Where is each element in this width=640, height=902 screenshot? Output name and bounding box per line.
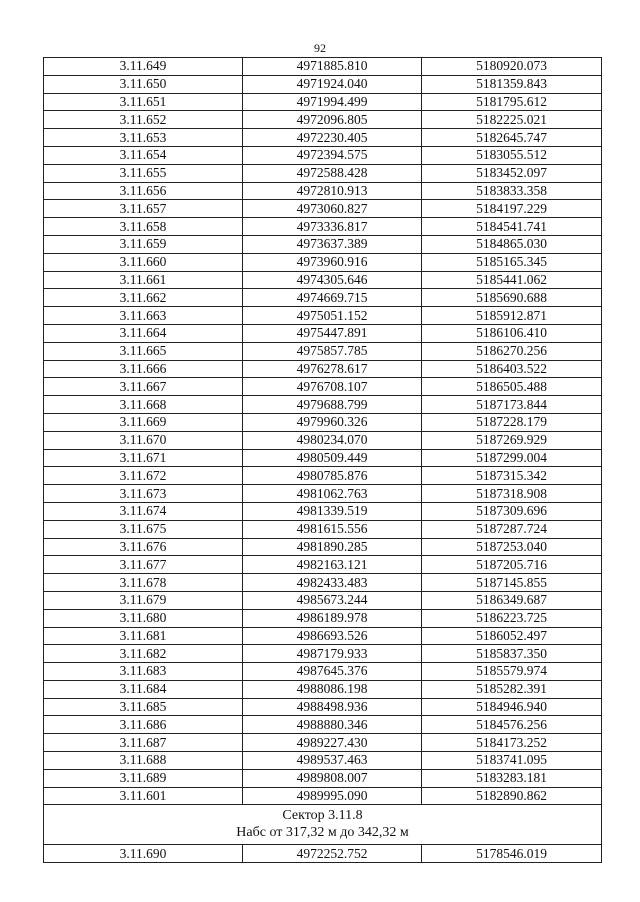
y-coordinate-cell: 5187269.929	[422, 431, 602, 449]
table-row	[44, 129, 602, 147]
y-coordinate-cell: 5184197.229	[422, 200, 602, 218]
table-row	[44, 716, 602, 734]
point-id-cell: 3.11.657	[44, 200, 243, 218]
point-id-cell: 3.11.678	[44, 574, 243, 592]
x-coordinate-cell: 4988086.198	[243, 680, 422, 698]
table-row	[44, 271, 602, 289]
x-coordinate-cell: 4988880.346	[243, 716, 422, 734]
y-coordinate-cell: 5183452.097	[422, 164, 602, 182]
y-coordinate-cell: 5182890.862	[422, 787, 602, 805]
table-row	[44, 342, 602, 360]
y-coordinate-cell: 5178546.019	[422, 845, 602, 863]
table-row	[44, 413, 602, 431]
x-coordinate-cell: 4972096.805	[243, 111, 422, 129]
table-row	[44, 734, 602, 752]
x-coordinate-cell: 4973960.916	[243, 253, 422, 271]
point-id-cell: 3.11.650	[44, 75, 243, 93]
x-coordinate-cell: 4975857.785	[243, 342, 422, 360]
y-coordinate-cell: 5185282.391	[422, 680, 602, 698]
point-id-cell: 3.11.663	[44, 307, 243, 325]
x-coordinate-cell: 4986693.526	[243, 627, 422, 645]
x-coordinate-cell: 4976278.617	[243, 360, 422, 378]
x-coordinate-cell: 4981339.519	[243, 502, 422, 520]
x-coordinate-cell: 4988498.936	[243, 698, 422, 716]
table-row	[44, 396, 602, 414]
point-id-cell: 3.11.664	[44, 324, 243, 342]
x-coordinate-cell: 4980785.876	[243, 467, 422, 485]
x-coordinate-cell: 4976708.107	[243, 378, 422, 396]
y-coordinate-cell: 5187145.855	[422, 574, 602, 592]
point-id-cell: 3.11.688	[44, 752, 243, 770]
table-row	[44, 182, 602, 200]
y-coordinate-cell: 5187228.179	[422, 413, 602, 431]
sector-header	[44, 805, 602, 845]
y-coordinate-cell: 5184173.252	[422, 734, 602, 752]
point-id-cell: 3.11.684	[44, 680, 243, 698]
point-id-cell: 3.11.649	[44, 58, 243, 76]
point-id-cell: 3.11.669	[44, 413, 243, 431]
point-id-cell: 3.11.670	[44, 431, 243, 449]
table-row	[44, 164, 602, 182]
table-row	[44, 787, 602, 805]
table-row	[44, 645, 602, 663]
point-id-cell: 3.11.666	[44, 360, 243, 378]
table-row	[44, 360, 602, 378]
point-id-cell: 3.11.655	[44, 164, 243, 182]
table-row	[44, 574, 602, 592]
point-id-cell: 3.11.690	[44, 845, 243, 863]
x-coordinate-cell: 4981890.285	[243, 538, 422, 556]
table-row	[44, 698, 602, 716]
x-coordinate-cell: 4989227.430	[243, 734, 422, 752]
point-id-cell: 3.11.662	[44, 289, 243, 307]
point-id-cell: 3.11.601	[44, 787, 243, 805]
point-id-cell: 3.11.667	[44, 378, 243, 396]
table-row	[44, 431, 602, 449]
y-coordinate-cell: 5183055.512	[422, 146, 602, 164]
point-id-cell: 3.11.683	[44, 663, 243, 681]
point-id-cell: 3.11.679	[44, 591, 243, 609]
point-id-cell: 3.11.651	[44, 93, 243, 111]
y-coordinate-cell: 5184946.940	[422, 698, 602, 716]
table-row	[44, 200, 602, 218]
table-row	[44, 538, 602, 556]
point-id-cell: 3.11.689	[44, 769, 243, 787]
y-coordinate-cell: 5184576.256	[422, 716, 602, 734]
point-id-cell: 3.11.659	[44, 235, 243, 253]
x-coordinate-cell: 4972252.752	[243, 845, 422, 863]
y-coordinate-cell: 5185912.871	[422, 307, 602, 325]
y-coordinate-cell: 5183741.095	[422, 752, 602, 770]
y-coordinate-cell: 5185441.062	[422, 271, 602, 289]
x-coordinate-cell: 4981062.763	[243, 485, 422, 503]
x-coordinate-cell: 4980509.449	[243, 449, 422, 467]
y-coordinate-cell: 5183283.181	[422, 769, 602, 787]
sector-subtitle: Набс от 317,32 м до 342,32 м	[236, 825, 409, 841]
x-coordinate-cell: 4987645.376	[243, 663, 422, 681]
table-row	[44, 663, 602, 681]
y-coordinate-cell: 5186403.522	[422, 360, 602, 378]
table-row	[44, 253, 602, 271]
table-row	[44, 146, 602, 164]
y-coordinate-cell: 5186270.256	[422, 342, 602, 360]
y-coordinate-cell: 5184541.741	[422, 218, 602, 236]
point-id-cell: 3.11.665	[44, 342, 243, 360]
point-id-cell: 3.11.676	[44, 538, 243, 556]
point-id-cell: 3.11.681	[44, 627, 243, 645]
y-coordinate-cell: 5185690.688	[422, 289, 602, 307]
x-coordinate-cell: 4971994.499	[243, 93, 422, 111]
table-row	[44, 627, 602, 645]
table-row	[44, 467, 602, 485]
point-id-cell: 3.11.668	[44, 396, 243, 414]
x-coordinate-cell: 4972810.913	[243, 182, 422, 200]
table-row	[44, 218, 602, 236]
x-coordinate-cell: 4986189.978	[243, 609, 422, 627]
x-coordinate-cell: 4982433.483	[243, 574, 422, 592]
table-row	[44, 591, 602, 609]
y-coordinate-cell: 5185579.974	[422, 663, 602, 681]
table-row	[44, 324, 602, 342]
table-body-before	[44, 58, 602, 805]
table-row	[44, 58, 602, 76]
y-coordinate-cell: 5187253.040	[422, 538, 602, 556]
point-id-cell: 3.11.653	[44, 129, 243, 147]
table-row	[44, 289, 602, 307]
y-coordinate-cell: 5182225.021	[422, 111, 602, 129]
point-id-cell: 3.11.685	[44, 698, 243, 716]
page-number: 92	[314, 41, 326, 55]
table-row	[44, 502, 602, 520]
point-id-cell: 3.11.656	[44, 182, 243, 200]
table-row	[44, 752, 602, 770]
x-coordinate-cell: 4979960.326	[243, 413, 422, 431]
y-coordinate-cell: 5183833.358	[422, 182, 602, 200]
y-coordinate-cell: 5186349.687	[422, 591, 602, 609]
table-row	[44, 378, 602, 396]
x-coordinate-cell: 4987179.933	[243, 645, 422, 663]
table-row	[44, 485, 602, 503]
point-id-cell: 3.11.686	[44, 716, 243, 734]
x-coordinate-cell: 4989537.463	[243, 752, 422, 770]
point-id-cell: 3.11.675	[44, 520, 243, 538]
y-coordinate-cell: 5184865.030	[422, 235, 602, 253]
point-id-cell: 3.11.660	[44, 253, 243, 271]
point-id-cell: 3.11.671	[44, 449, 243, 467]
x-coordinate-cell: 4975051.152	[243, 307, 422, 325]
x-coordinate-cell: 4973637.389	[243, 235, 422, 253]
y-coordinate-cell: 5182645.747	[422, 129, 602, 147]
table-body-after	[44, 845, 602, 863]
point-id-cell: 3.11.658	[44, 218, 243, 236]
x-coordinate-cell: 4989995.090	[243, 787, 422, 805]
y-coordinate-cell: 5180920.073	[422, 58, 602, 76]
table-row	[44, 769, 602, 787]
y-coordinate-cell: 5181359.843	[422, 75, 602, 93]
y-coordinate-cell: 5187318.908	[422, 485, 602, 503]
x-coordinate-cell: 4973336.817	[243, 218, 422, 236]
sector-row	[44, 805, 602, 845]
table-row	[44, 520, 602, 538]
y-coordinate-cell: 5186052.497	[422, 627, 602, 645]
point-id-cell: 3.11.687	[44, 734, 243, 752]
point-id-cell: 3.11.674	[44, 502, 243, 520]
coordinates-table	[43, 57, 602, 863]
y-coordinate-cell: 5187173.844	[422, 396, 602, 414]
x-coordinate-cell: 4973060.827	[243, 200, 422, 218]
x-coordinate-cell: 4975447.891	[243, 324, 422, 342]
point-id-cell: 3.11.673	[44, 485, 243, 503]
point-id-cell: 3.11.661	[44, 271, 243, 289]
point-id-cell: 3.11.682	[44, 645, 243, 663]
y-coordinate-cell: 5186505.488	[422, 378, 602, 396]
x-coordinate-cell: 4971885.810	[243, 58, 422, 76]
sector-cell	[44, 805, 602, 845]
table-row	[44, 307, 602, 325]
x-coordinate-cell: 4981615.556	[243, 520, 422, 538]
point-id-cell: 3.11.677	[44, 556, 243, 574]
y-coordinate-cell: 5187299.004	[422, 449, 602, 467]
y-coordinate-cell: 5185837.350	[422, 645, 602, 663]
y-coordinate-cell: 5187315.342	[422, 467, 602, 485]
point-id-cell: 3.11.672	[44, 467, 243, 485]
y-coordinate-cell: 5185165.345	[422, 253, 602, 271]
x-coordinate-cell: 4972394.575	[243, 146, 422, 164]
point-id-cell: 3.11.680	[44, 609, 243, 627]
table-row	[44, 235, 602, 253]
y-coordinate-cell: 5187287.724	[422, 520, 602, 538]
x-coordinate-cell: 4972230.405	[243, 129, 422, 147]
x-coordinate-cell: 4989808.007	[243, 769, 422, 787]
x-coordinate-cell: 4985673.244	[243, 591, 422, 609]
table-row	[44, 556, 602, 574]
y-coordinate-cell: 5186106.410	[422, 324, 602, 342]
x-coordinate-cell: 4972588.428	[243, 164, 422, 182]
x-coordinate-cell: 4982163.121	[243, 556, 422, 574]
x-coordinate-cell: 4974305.646	[243, 271, 422, 289]
x-coordinate-cell: 4971924.040	[243, 75, 422, 93]
sector-title: Сектор 3.11.8	[282, 808, 363, 824]
y-coordinate-cell: 5187205.716	[422, 556, 602, 574]
x-coordinate-cell: 4980234.070	[243, 431, 422, 449]
x-coordinate-cell: 4979688.799	[243, 396, 422, 414]
table-row	[44, 111, 602, 129]
table-row	[44, 93, 602, 111]
x-coordinate-cell: 4974669.715	[243, 289, 422, 307]
point-id-cell: 3.11.652	[44, 111, 243, 129]
table-row	[44, 75, 602, 93]
table-row	[44, 609, 602, 627]
y-coordinate-cell: 5187309.696	[422, 502, 602, 520]
y-coordinate-cell: 5181795.612	[422, 93, 602, 111]
table-row	[44, 680, 602, 698]
y-coordinate-cell: 5186223.725	[422, 609, 602, 627]
point-id-cell: 3.11.654	[44, 146, 243, 164]
table-row	[44, 845, 602, 863]
table-row	[44, 449, 602, 467]
